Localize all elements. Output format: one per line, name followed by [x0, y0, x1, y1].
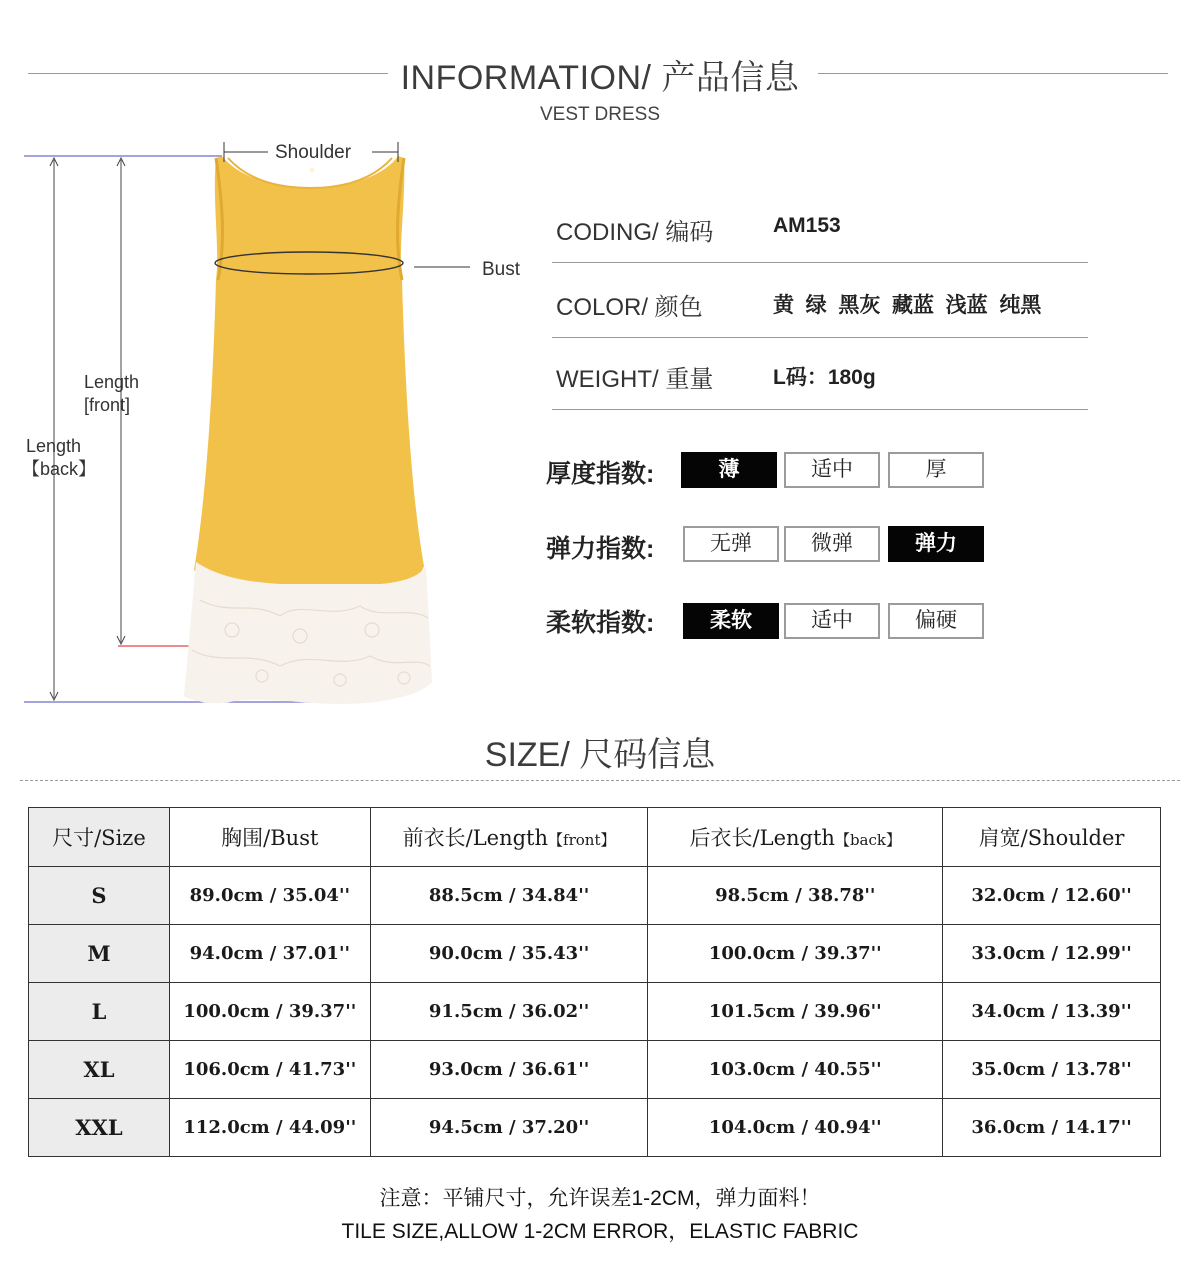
length-front-label-line1: Length	[84, 372, 140, 392]
product-type-subtitle: VEST DRESS	[539, 104, 661, 125]
back-length-cell: 101.5cm / 39.96''	[648, 983, 943, 1041]
thickness-option-thin: 薄	[681, 452, 777, 488]
size-cell: XL	[29, 1041, 170, 1099]
length-front-label-line2: [front]	[84, 395, 131, 415]
dress-body	[194, 156, 424, 588]
bust-cell: 94.0cm / 37.01''	[169, 925, 370, 983]
front-length-cell: 90.0cm / 35.43''	[370, 925, 648, 983]
length-back-label-line1: Length	[26, 436, 82, 456]
header-length-back: 后衣长/Length【back】	[648, 808, 943, 867]
size-table-header	[29, 808, 1161, 867]
color-key: COLOR/ 颜色	[556, 294, 703, 321]
elasticity-option-slight: 微弹	[784, 526, 880, 562]
front-length-cell: 93.0cm / 36.61''	[370, 1041, 648, 1099]
softness-option-medium: 适中	[784, 603, 880, 639]
length-back-label	[22, 435, 96, 481]
elasticity-option-none: 无弹	[683, 526, 779, 562]
bust-cell: 89.0cm / 35.04''	[169, 867, 370, 925]
front-length-cell: 88.5cm / 34.84''	[370, 867, 648, 925]
shoulder-cell: 32.0cm / 12.60''	[943, 867, 1161, 925]
coding-value: AM153	[773, 214, 841, 237]
thickness-option-medium: 适中	[784, 452, 880, 488]
length-front-label	[84, 371, 139, 417]
thickness-option-thick: 厚	[888, 452, 984, 488]
weight-value: L码：180g	[773, 366, 876, 389]
header-length-front: 前衣长/Length【front】	[370, 808, 648, 867]
size-cell: L	[29, 983, 170, 1041]
table-row	[29, 983, 1161, 1041]
elasticity-index-label: 弹力指数:	[546, 535, 655, 563]
elasticity-option-elastic: 弹力	[888, 526, 984, 562]
weight-key: WEIGHT/ 重量	[556, 366, 714, 393]
back-length-cell: 103.0cm / 40.55''	[648, 1041, 943, 1099]
note-chinese: 注意：平铺尺寸，允许误差1-2CM，弹力面料！	[379, 1187, 821, 1210]
size-cell: XXL	[29, 1099, 170, 1157]
bust-cell: 106.0cm / 41.73''	[169, 1041, 370, 1099]
softness-index-label: 柔软指数:	[546, 609, 655, 637]
color-value: 黄 绿 黑灰 藏蓝 浅蓝 纯黑	[773, 294, 1042, 317]
shoulder-cell: 36.0cm / 14.17''	[943, 1099, 1161, 1157]
coding-key: CODING/ 编码	[556, 219, 714, 246]
size-cell: M	[29, 925, 170, 983]
dress-measurement-diagram	[0, 130, 540, 720]
table-row	[29, 1041, 1161, 1099]
back-length-cell: 100.0cm / 39.37''	[648, 925, 943, 983]
softness-option-hard: 偏硬	[888, 603, 984, 639]
shoulder-label: Shoulder	[275, 142, 352, 163]
bust-cell: 100.0cm / 39.37''	[169, 983, 370, 1041]
shoulder-cell: 35.0cm / 13.78''	[943, 1041, 1161, 1099]
size-cell: S	[29, 867, 170, 925]
weight-row	[552, 337, 1088, 410]
bust-cell: 112.0cm / 44.09''	[169, 1099, 370, 1157]
header-size: 尺寸/Size	[29, 808, 170, 867]
note-english: TILE SIZE,ALLOW 1-2CM ERROR，ELASTIC FABRIC	[341, 1220, 859, 1243]
size-table	[28, 807, 1161, 1157]
header-shoulder: 肩宽/Shoulder	[943, 808, 1161, 867]
header-bust: 胸围/Bust	[169, 808, 370, 867]
info-title: INFORMATION/ 产品信息	[0, 50, 1200, 99]
front-length-cell: 91.5cm / 36.02''	[370, 983, 648, 1041]
front-length-cell: 94.5cm / 37.20''	[370, 1099, 648, 1157]
size-divider	[20, 780, 1180, 781]
table-row	[29, 925, 1161, 983]
softness-option-soft: 柔软	[683, 603, 779, 639]
shoulder-cell: 34.0cm / 13.39''	[943, 983, 1161, 1041]
table-row	[29, 867, 1161, 925]
shoulder-cell: 33.0cm / 12.99''	[943, 925, 1161, 983]
thickness-index-label: 厚度指数:	[546, 460, 655, 488]
size-title: SIZE/ 尺码信息	[484, 736, 716, 774]
color-row	[552, 265, 1088, 338]
bust-label: Bust	[482, 259, 521, 280]
back-length-cell: 98.5cm / 38.78''	[648, 867, 943, 925]
length-back-label-line2: 【back】	[22, 459, 97, 479]
table-row	[29, 1099, 1161, 1157]
back-length-cell: 104.0cm / 40.94''	[648, 1099, 943, 1157]
coding-row	[552, 190, 1088, 263]
